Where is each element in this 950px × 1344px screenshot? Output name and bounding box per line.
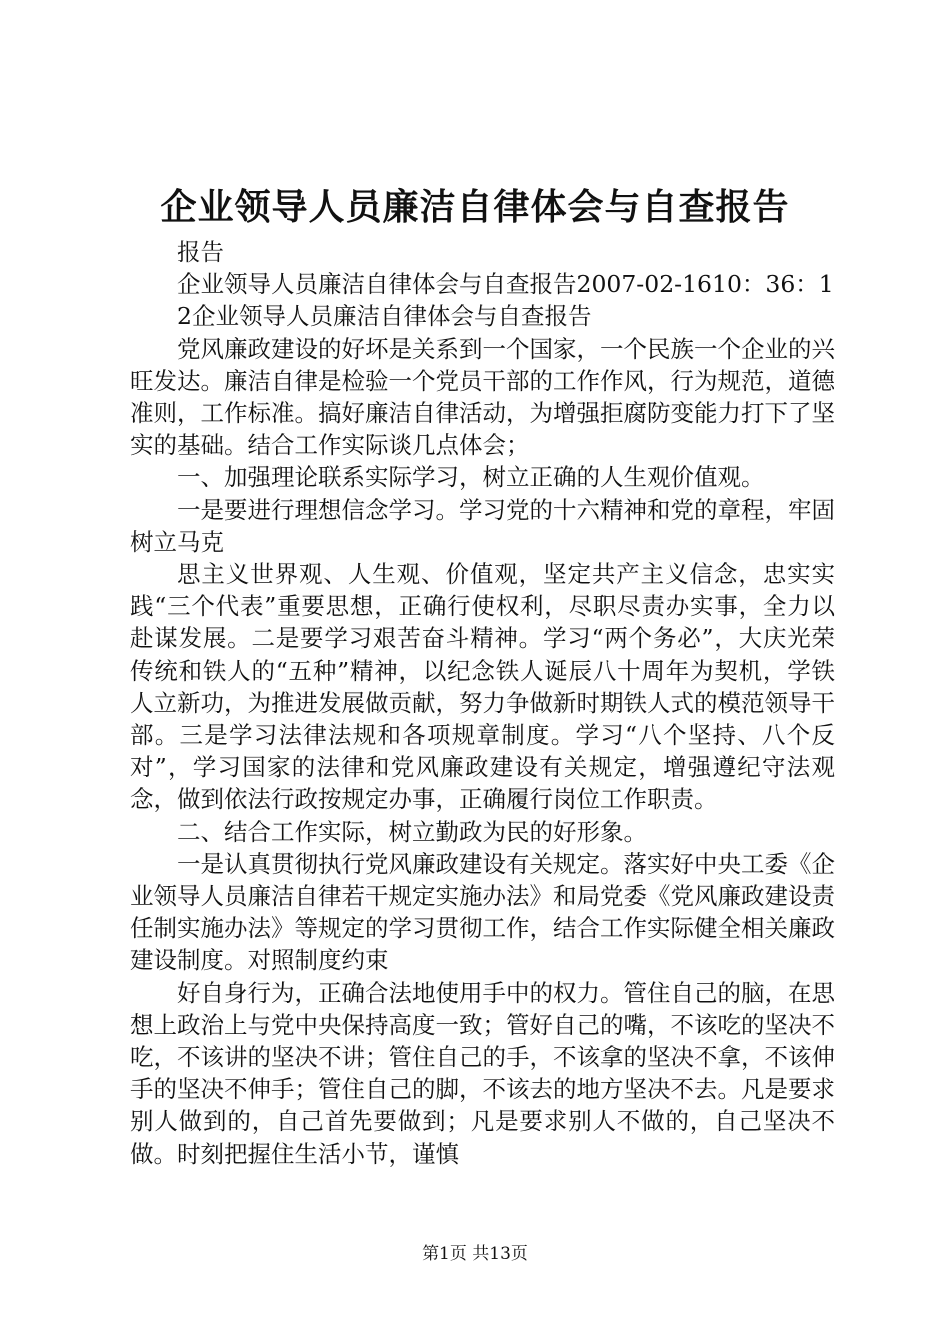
page-number-footer: 第1页 共13页 (422, 1244, 528, 1264)
paragraph: 企业领导人员廉洁自律体会与自查报告2007-02-1610：36：1 (177, 270, 834, 299)
paragraph: 报告 (177, 238, 224, 266)
paragraph: 思主义世界观、人生观、价值观，坚定共产主义信念，忠实实践“三个代表”重要思想，正确行使权利，尽职尽责办实事，全力以赴谋发展。二是要学习艰苦奋斗精神。学习“两个务必”，大庆光荣传统和铁人的“五种”精神，以纪念铁人诞辰八十周年为契机，学铁人立新功，为推进发展做贡献，努力争做新时期铁人式的模范领导干部。三是学习法律法规和各项规章制度。学习“八个坚持、八个反对”，学习国家的法律和党风廉政建设有关规定，增强遵纪守法观念，做到依法行政按规定办事，正确履行岗位工作职责。 (130, 560, 835, 814)
paragraph: 党风廉政建设的好坏是关系到一个国家，一个民族一个企业的兴旺发达。廉洁自律是检验一个党员干部的工作作风，行为规范，道德准则，工作标准。搞好廉洁自律活动，为增强拒腐防变能力打下了坚实的基础。结合工作实际谈几点体会； (130, 334, 835, 460)
document-body (130, 236, 835, 1170)
paragraph: 一是认真贯彻执行党风廉政建设有关规定。落实好中央工委《企业领导人员廉洁自律若干规定实施办法》和局党委《党风廉政建设责任制实施办法》等规定的学习贯彻工作，结合工作实际健全相关廉政建设制度。对照制度约束 (130, 849, 835, 975)
paragraph: 二、结合工作实际，树立勤政为民的好形象。 (177, 817, 647, 846)
paragraph: 一、加强理论联系实际学习，树立正确的人生观价值观。 (177, 463, 765, 492)
paragraph: 一是要进行理想信念学习。学习党的十六精神和党的章程，牢固树立马克 (130, 495, 835, 556)
document-title: 企业领导人员廉洁自律体会与自查报告 (160, 186, 790, 228)
paragraph: 2企业领导人员廉洁自律体会与自查报告 (177, 302, 592, 331)
paragraph: 好自身行为，正确合法地使用手中的权力。管住自己的脑，在思想上政治上与党中央保持高度一致；管好自己的嘴，不该吃的坚决不吃，不该讲的坚决不讲；管住自己的手，不该拿的坚决不拿，不该伸手的坚决不伸手；管住自己的脚，不该去的地方坚决不去。凡是要求别人做到的，自己首先要做到；凡是要求别人不做的，自己坚决不做。时刻把握住生活小节，谨慎 (130, 978, 835, 1168)
